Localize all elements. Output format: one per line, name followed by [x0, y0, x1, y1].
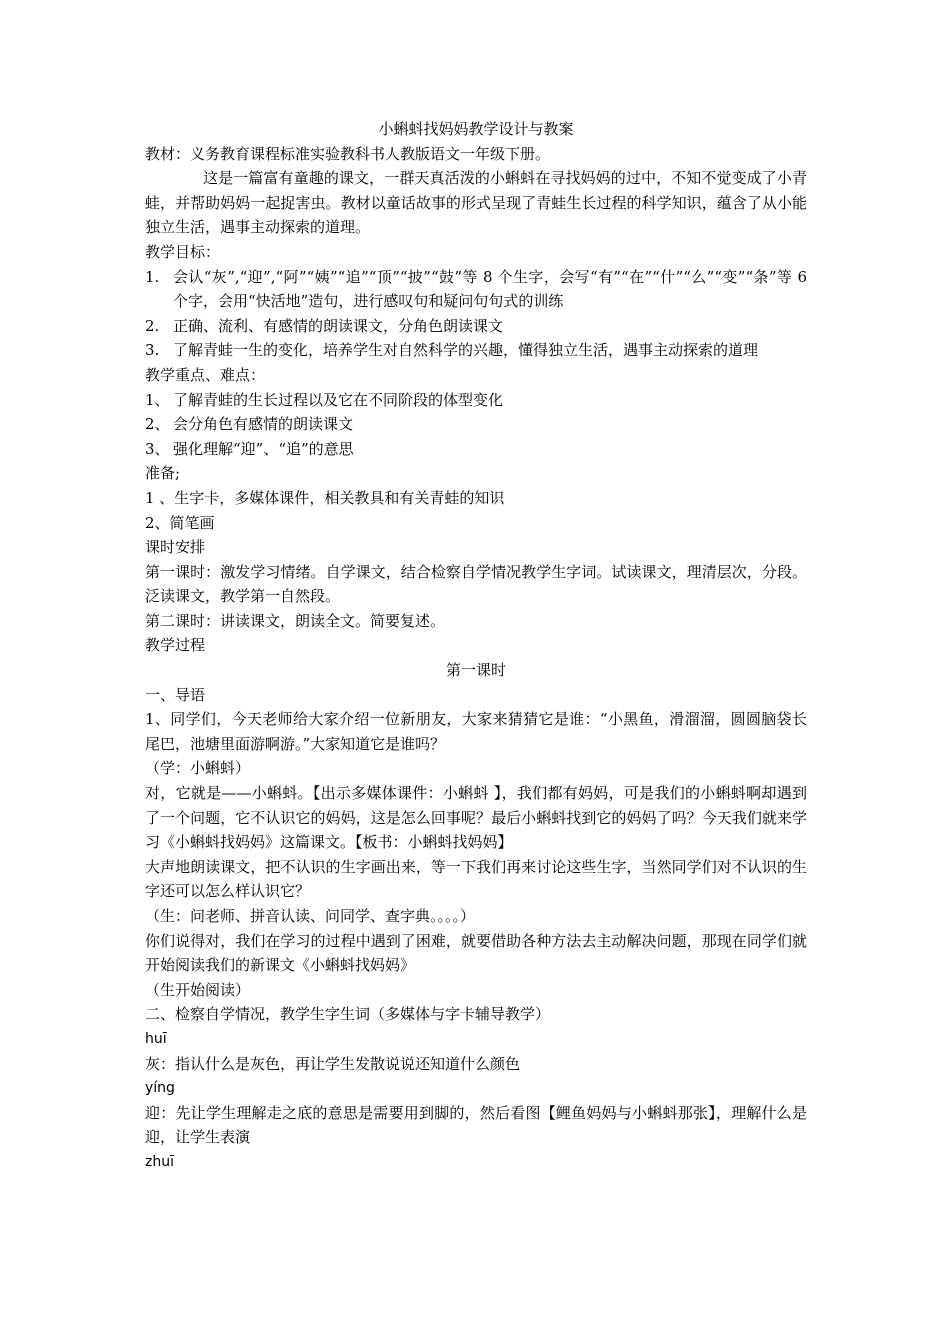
student-answer: （生：问老师、拼音认读、问同学、查字典。。。。）	[145, 907, 476, 925]
goal-item	[145, 338, 807, 363]
character-note: 灰：指认什么是灰色，再让学生发散说说还知道什么颜色	[145, 1054, 521, 1073]
key-points-heading: 教学重点、难点：	[145, 365, 266, 384]
key-point-number: 3、	[145, 439, 170, 458]
goal-text: 了解青蛙一生的变化，培养学生对自然科学的兴趣，懂得独立生活，遇事主动探索的道理	[173, 341, 759, 360]
pinyin-label: huī	[145, 1030, 167, 1047]
body-paragraph: 你们说得对，我们在学习的过程中遇到了困难，就要借助各种方法去主动解决问题，那现在同学们就开始阅读我们的新课文《小蝌蚪找妈妈》	[145, 931, 807, 975]
schedule-item: 第二课时：讲读课文，朗读全文。简要复述。	[145, 611, 446, 630]
pinyin-label: zhuī	[145, 1153, 174, 1170]
student-answer: （学：小蝌蚪）	[145, 759, 251, 778]
pinyin-label: yíng	[145, 1080, 175, 1097]
key-point-number: 1、	[145, 390, 170, 409]
section-heading: 一、导语	[145, 685, 206, 704]
key-point-text: 强化理解“迎”、“追”的意思	[173, 439, 354, 458]
document-title: 小蝌蚪找妈妈教学设计与教案	[378, 120, 574, 138]
goal-number: 3.	[145, 341, 160, 360]
preparation-item: 2、简笔画	[145, 513, 215, 532]
section-heading: 二、检察自学情况，教学生字生词（多媒体与字卡辅导教学）	[145, 1005, 551, 1024]
textbook-line: 教材：义务教育课程标准实验教科书人教版语文一年级下册。	[145, 144, 551, 163]
goal-number: 2.	[145, 316, 160, 335]
body-paragraph: 大声地朗读课文，把不认识的生字画出来，等一下我们再来讨论这些生字，当然同学们对不认识的生字还可以怎么样认识它？	[145, 857, 807, 901]
document-body	[145, 117, 807, 1175]
process-heading: 教学过程	[145, 636, 206, 655]
intro-paragraph: 这是一篇富有童趣的课文，一群天真活泼的小蝌蚪在寻找妈妈的过中，不知不觉变成了小青蛙，并帮助妈妈一起捉害虫。教材以童话故事的形式呈现了青蛙生长过程的科学知识，蕴含了从小能独立生活，遇事主动探索的道理。	[145, 169, 807, 237]
body-paragraph: 1、同学们，今天老师给大家介绍一位新朋友，大家来猜猜它是谁：“小黑鱼，滑溜溜，圆圆脑袋长尾巴，池塘里面游啊游。”大家知道它是谁吗？	[145, 710, 807, 753]
key-point-item	[145, 437, 807, 462]
preparation-heading: 准备;	[145, 464, 181, 483]
key-point-number: 2、	[145, 415, 170, 434]
schedule-heading: 课时安排	[145, 538, 206, 557]
student-answer: （生开始阅读）	[145, 980, 251, 999]
lesson-heading: 第一课时	[445, 661, 506, 680]
goal-item	[145, 265, 807, 314]
preparation-item: 1 、生字卡，多媒体课件，相关教具和有关青蛙的知识	[145, 488, 505, 507]
character-note: 迎：先让学生理解走之底的意思是需要用到脚的，然后看图【鲤鱼妈妈与小蝌蚪那张】，理解什么是迎，让学生表演	[145, 1103, 807, 1147]
goal-item	[145, 314, 807, 339]
goal-text: 会认“灰”,“迎”,“阿”“姨”“追”“顶”“披”“鼓”等 8 个生字，会写“有”“在”“什”“么”“变”“条”等 6 个字，会用“快活地”造句，进行感叹句和疑问句句式的训练	[173, 267, 807, 311]
goal-text: 正确、流利、有感情的朗读课文，分角色朗读课文	[173, 316, 504, 335]
key-point-text: 了解青蛙的生长过程以及它在不同阶段的体型变化	[173, 390, 504, 409]
goals-heading: 教学目标：	[145, 242, 221, 261]
body-paragraph: 对，它就是——小蝌蚪。【出示多媒体课件：小蝌蚪 】，我们都有妈妈，可是我们的小蝌蚪啊却遇到了一个问题，它不认识它的妈妈，这是怎么回事呢？最后小蝌蚪找到它的妈妈了吗？今天我们就来学习《小蝌蚪找妈妈》这篇课文。【板书：小蝌蚪找妈妈】	[145, 784, 807, 852]
key-point-text: 会分角色有感情的朗读课文	[173, 415, 354, 434]
goal-number: 1.	[145, 267, 160, 286]
key-point-item	[145, 388, 807, 413]
schedule-item: 第一课时：激发学习情绪。自学课文，结合检察自学情况教学生字词。试读课文，理清层次，分段。泛读课文，教学第一自然段。	[145, 562, 807, 606]
key-point-item	[145, 412, 807, 437]
